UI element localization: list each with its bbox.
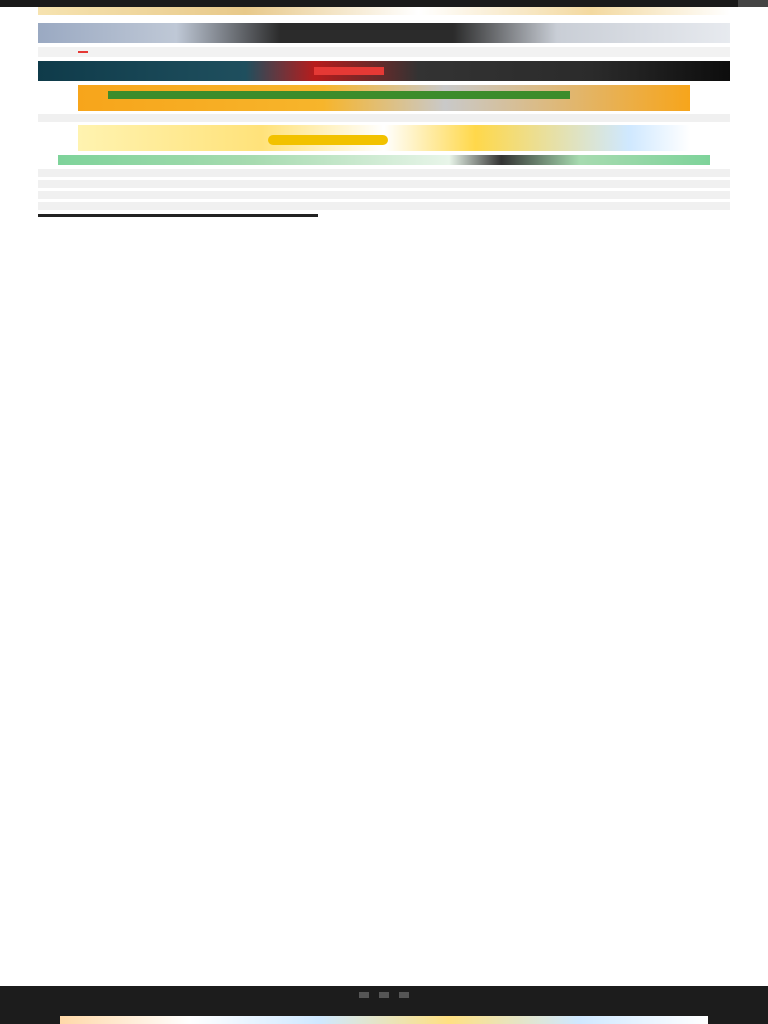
advertisement-cta[interactable]	[108, 91, 570, 99]
top-navigation-bar	[0, 0, 768, 7]
website-field[interactable]	[38, 202, 730, 210]
submit-comment-button[interactable]	[38, 214, 318, 217]
share-bar[interactable]	[38, 47, 730, 57]
comment-divider	[38, 169, 730, 177]
menu-icon[interactable]	[738, 0, 768, 7]
video-banner[interactable]	[38, 61, 730, 81]
article-page	[38, 7, 730, 217]
instagram-icon[interactable]	[399, 992, 409, 998]
advertisement-cta-2[interactable]	[268, 135, 388, 145]
advertisement-banner-2[interactable]	[78, 125, 690, 151]
facebook-icon[interactable]	[359, 992, 369, 998]
article-meta	[38, 15, 730, 19]
twitter-icon[interactable]	[379, 992, 389, 998]
play-button[interactable]	[314, 67, 384, 75]
advertisement-banner[interactable]	[78, 85, 690, 111]
name-field[interactable]	[38, 180, 730, 188]
email-field[interactable]	[38, 191, 730, 199]
site-footer	[0, 986, 768, 1024]
social-icons	[0, 986, 768, 998]
article-hero-image	[38, 23, 730, 43]
related-divider	[38, 114, 730, 122]
top-ad-strip[interactable]	[38, 7, 730, 15]
footer-advertisement[interactable]	[60, 1016, 708, 1024]
share-icon[interactable]	[78, 51, 88, 53]
inline-image	[58, 155, 710, 165]
